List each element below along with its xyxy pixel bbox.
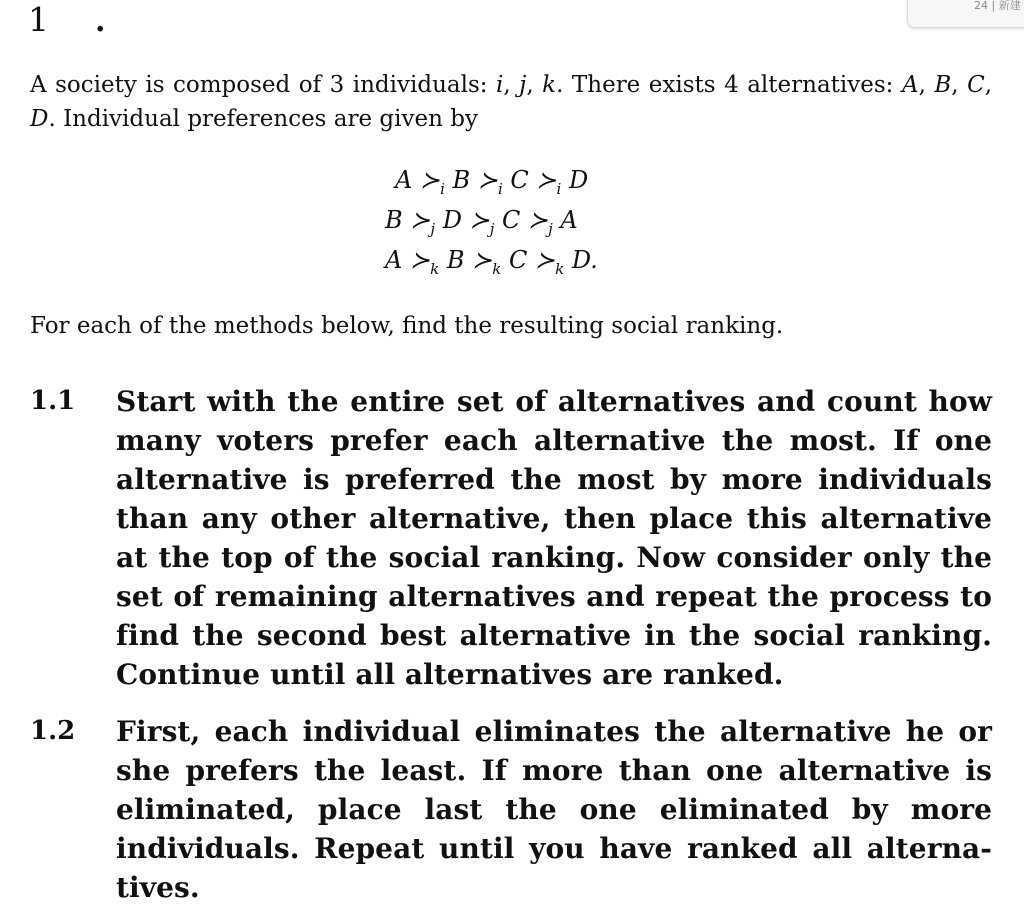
pref-voter: j — [430, 219, 436, 238]
pref-symbol: ≻ — [477, 166, 498, 194]
alternative-B: B — [934, 72, 952, 98]
pref-alternative: D — [442, 206, 462, 234]
preference-list — [380, 160, 598, 280]
intro-sep: , — [918, 72, 935, 98]
pref-symbol: ≻ — [419, 166, 441, 194]
corner-widget[interactable] — [907, 0, 1024, 28]
pref-alternative: B — [452, 166, 471, 194]
alternative-D: D — [30, 106, 49, 132]
section-number: 1 — [28, 0, 49, 39]
pref-symbol: ≻ — [410, 206, 431, 234]
individual-i: i — [496, 72, 504, 98]
individual-k: k — [542, 72, 557, 98]
pref-alternative: C — [510, 166, 529, 194]
pref-alternative: C — [508, 246, 528, 274]
pref-voter: k — [492, 259, 502, 278]
pref-symbol: ≻ — [472, 246, 493, 274]
pref-alternative: A — [385, 246, 403, 274]
subsection-text: Start with the entire set of alternatives and count how many voters prefer each alternative the most. If one alternative is preferred the most by more individuals than any other alternative, then place this alternative at the top of the social ranking. Now consider only the set of remaining alternatives and repeat the process to find the second best alternative in the social ranking. Continue until all alternatives are ranked. — [116, 385, 992, 691]
subsection-number: 1.2 — [30, 716, 76, 746]
intro-sep: , — [951, 72, 968, 98]
corner-widget-label: 24 | 新建 — [974, 0, 1021, 12]
pref-voter: i — [497, 179, 503, 198]
pref-voter: j — [489, 219, 495, 238]
pref-voter: i — [556, 179, 562, 198]
pref-alternative: A — [395, 166, 413, 194]
pref-voter: i — [440, 179, 445, 198]
pref-alternative: B — [446, 246, 465, 274]
intro-text: A society is composed of 3 individuals: — [30, 72, 497, 98]
intro-sep: , — [503, 72, 520, 98]
pref-symbol: ≻ — [409, 246, 431, 274]
pref-symbol: ≻ — [536, 166, 557, 194]
section-dot: . — [95, 4, 106, 39]
intro-paragraph — [30, 68, 992, 136]
intro-sep: , — [526, 72, 543, 98]
intro-sep: , — [984, 72, 993, 98]
subsection-text: First, each individual eliminates the alternative he or she prefers the least. If more than one alternative is eliminated, place last the one eliminated by more individuals. Repeat until you have ranked all alterna-tives. — [116, 715, 992, 904]
pref-voter: k — [555, 259, 565, 278]
preference-row-k — [380, 240, 598, 280]
pref-symbol: ≻ — [528, 206, 549, 234]
task-instruction: For each of the methods below, find the resulting social ranking. — [30, 313, 784, 339]
pref-alternative: B — [385, 206, 403, 234]
pref-voter: j — [548, 219, 553, 238]
subsection-number: 1.1 — [30, 386, 76, 416]
preference-row-j — [380, 200, 598, 240]
alternative-C: C — [967, 72, 985, 98]
pref-alternative: C — [501, 206, 521, 234]
individual-j: j — [519, 72, 527, 98]
preference-row-i — [380, 160, 598, 200]
alternative-A: A — [901, 72, 919, 98]
pref-alternative: D — [568, 166, 589, 194]
pref-alternative: D — [571, 246, 591, 274]
intro-text: . There exists 4 alternatives: — [556, 72, 902, 98]
pref-symbol: ≻ — [469, 206, 490, 234]
pref-symbol: ≻ — [534, 246, 556, 274]
pref-end: . — [590, 246, 598, 274]
pref-alternative: A — [560, 206, 578, 234]
intro-text: . Individual preferences are given by — [48, 106, 478, 132]
pref-voter: k — [430, 259, 440, 278]
